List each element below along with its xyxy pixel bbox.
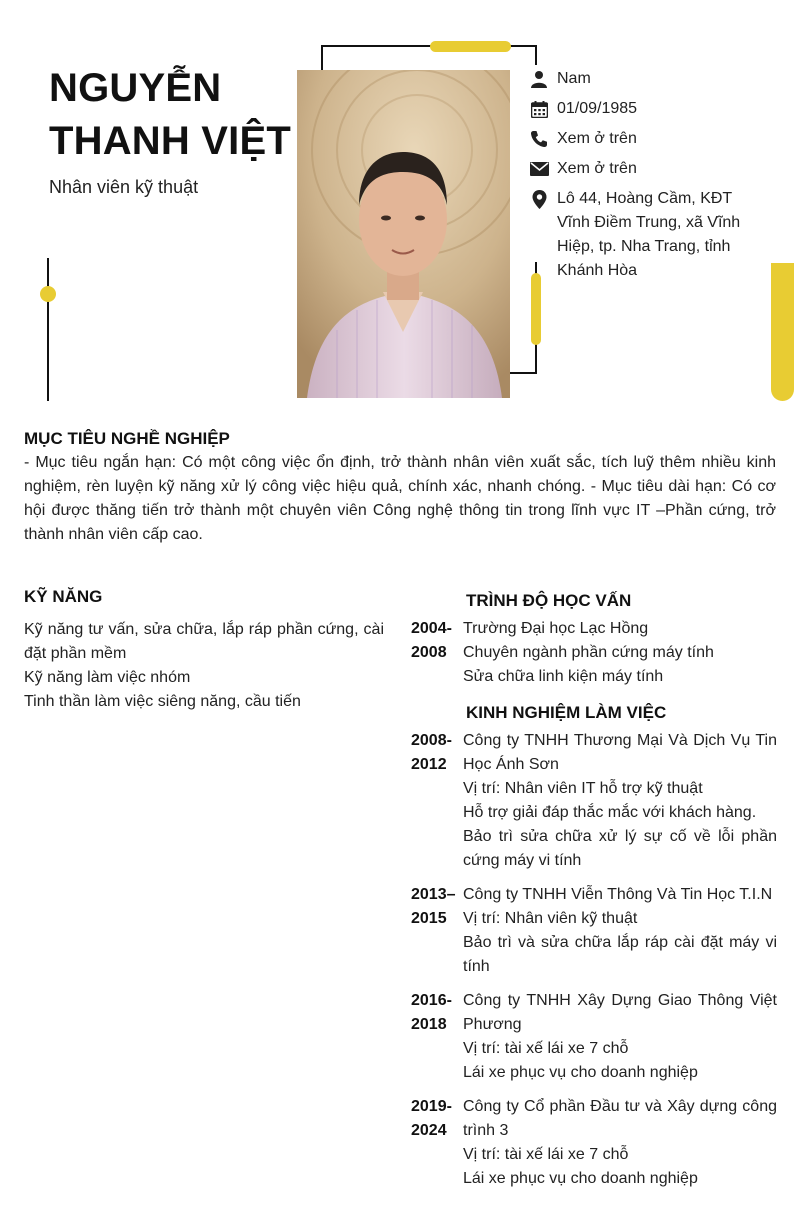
address-value: Lô 44, Hoàng Cầm, KĐT Vĩnh Điềm Trung, xã Vĩnh Hiệp, tp. Nha Trang, tỉnh Khánh Hòa <box>557 190 741 279</box>
experience-entry <box>411 989 777 1085</box>
left-yellow-dot <box>40 286 56 302</box>
education-line: Sửa chữa linh kiện máy tính <box>463 668 664 685</box>
contact-gender <box>529 67 591 91</box>
experience-line: Công ty TNHH Xây Dựng Giao Thông Việt Phương <box>463 992 777 1033</box>
mail-icon <box>529 157 549 181</box>
profile-photo <box>297 70 510 398</box>
experience-line: Lái xe phục vụ cho doanh nghiệp <box>463 1170 698 1187</box>
skill-item: Tinh thần làm việc siêng năng, cầu tiến <box>24 693 301 710</box>
experience-year: 2019-2024 <box>411 1098 452 1139</box>
experience-line: Hỗ trợ giải đáp thắc mắc với khách hàng. <box>463 804 757 821</box>
name-line-1: NGUYỄN <box>49 66 222 110</box>
experience-line: Vị trí: tài xế lái xe 7 chỗ <box>463 1146 629 1163</box>
experience-line: Công ty TNHH Thương Mại Và Dịch Vụ Tin Học Ánh Sơn <box>463 732 777 773</box>
experience-line: Bảo trì sửa chữa xử lý sự cố về lỗi phần cứng máy vi tính <box>463 828 777 869</box>
job-title: Nhân viên kỹ thuật <box>49 177 199 197</box>
contact-dob <box>529 97 637 121</box>
education-line: Chuyên ngành phần cứng máy tính <box>463 644 714 661</box>
education-heading: TRÌNH ĐỘ HỌC VẤN <box>466 591 632 610</box>
contact-phone <box>529 127 637 151</box>
experience-entry <box>411 883 777 979</box>
gender-value: Nam <box>557 70 591 87</box>
experience-year: 2016-2018 <box>411 992 452 1033</box>
person-icon <box>529 67 549 91</box>
experience-year: 2008-2012 <box>411 732 452 773</box>
skills-heading: KỸ NĂNG <box>24 587 103 606</box>
top-frame-right-tick <box>535 45 537 65</box>
right-edge-yellow-bar <box>771 263 794 401</box>
skill-item: Kỹ năng làm việc nhóm <box>24 669 191 686</box>
left-vertical-line <box>47 258 49 401</box>
phone-icon <box>529 127 549 151</box>
experience-line: Vị trí: Nhân viên IT hỗ trợ kỹ thuật <box>463 780 703 797</box>
experience-heading: KINH NGHIỆM LÀM VIỆC <box>466 703 667 722</box>
experience-line: Công ty TNHH Viễn Thông Và Tin Học T.I.N <box>463 886 773 903</box>
bottom-frame-line <box>508 372 537 374</box>
email-value: Xem ở trên <box>557 160 637 177</box>
objective-text: - Mục tiêu ngắn hạn: Có một công việc ổn định, trở thành nhân viên xuất sắc, tích luỹ thêm nhiều kinh nghiệm, rèn luyện kỹ năng xử lý công việc hiệu quả, chính xác, nhanh chóng. - Mục tiêu dài hạn: Có cơ hội được thăng tiến trở thành một chuyên viên Công nghệ thông tin trong lĩnh vực IT –Phần cứng, trở thành nhân viên cấp cao. <box>24 454 776 543</box>
objective-heading: MỤC TIÊU NGHỀ NGHIỆP <box>24 429 230 448</box>
name-line-2: THANH VIỆT <box>49 119 291 163</box>
education-line: Trường Đại học Lạc Hồng <box>463 620 649 637</box>
experience-line: Công ty Cổ phần Đầu tư và Xây dựng công trình 3 <box>463 1098 777 1139</box>
calendar-icon <box>529 97 549 121</box>
top-yellow-bar <box>430 41 511 52</box>
name-block <box>49 62 291 168</box>
dob-value: 01/09/1985 <box>557 100 638 117</box>
bottom-yellow-bar <box>531 273 541 345</box>
experience-line: Lái xe phục vụ cho doanh nghiệp <box>463 1064 698 1081</box>
contact-address <box>529 187 769 283</box>
experience-line: Bảo trì và sửa chữa lắp ráp cài đặt máy vi tính <box>463 934 777 975</box>
phone-value: Xem ở trên <box>557 130 637 147</box>
contact-email <box>529 157 637 181</box>
skill-item: Kỹ năng tư vấn, sửa chữa, lắp ráp phần cứng, cài đặt phần mềm <box>24 621 384 662</box>
experience-line: Vị trí: tài xế lái xe 7 chỗ <box>463 1040 629 1057</box>
experience-entry <box>411 729 777 873</box>
experience-entry <box>411 1095 777 1191</box>
top-frame-left-tick <box>321 45 323 71</box>
location-pin-icon <box>529 187 549 211</box>
experience-line: Vị trí: Nhân viên kỹ thuật <box>463 910 638 927</box>
skills-list <box>24 618 384 714</box>
education-entry <box>411 617 777 689</box>
education-year: 2004-2008 <box>411 620 452 661</box>
experience-year: 2013–2015 <box>411 886 456 927</box>
